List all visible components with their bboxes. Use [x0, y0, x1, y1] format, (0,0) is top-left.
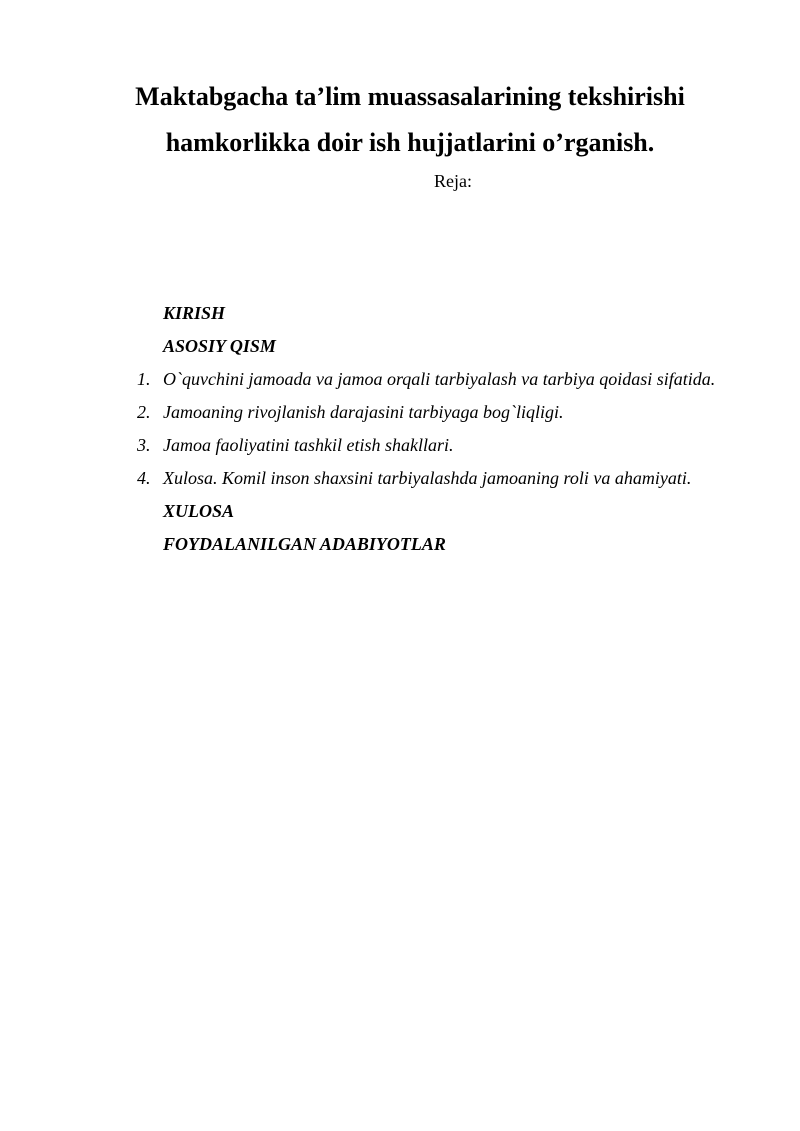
- outline-item-number: 3.: [137, 435, 151, 455]
- outline-item-number: 4.: [137, 468, 151, 488]
- outline-conclusion: XULOSA: [163, 501, 235, 521]
- document-title: [80, 74, 740, 166]
- outline-intro: KIRISH: [163, 303, 226, 323]
- outline-item-text: Xulosa. Komil inson shaxsini tarbiyalashda jamoaning roli va ahamiyati.: [163, 468, 692, 488]
- plan-outline: [137, 297, 783, 561]
- outline-references: FOYDALANILGAN ADABIYOTLAR: [163, 534, 446, 554]
- title-line-1: Maktabgacha ta’lim muassasalarining tekshirishi: [135, 82, 685, 111]
- outline-item-text: Jamoaning rivojlanish darajasini tarbiyaga bog`liqligi.: [163, 402, 564, 422]
- outline-item: [137, 396, 783, 429]
- outline-main-part: ASOSIY QISM: [163, 336, 276, 356]
- plan-label: Reja:: [434, 171, 472, 191]
- outline-item: [137, 429, 783, 462]
- outline-item-number: 1.: [137, 369, 151, 389]
- title-line-2: hamkorlikka doir ish hujjatlarini o’rganish.: [165, 128, 655, 157]
- outline-item-text: Jamoa faoliyatini tashkil etish shakllari.: [163, 435, 454, 455]
- outline-item: [137, 363, 783, 396]
- outline-item-number: 2.: [137, 402, 151, 422]
- outline-item: [137, 462, 783, 495]
- outline-item-text: O`quvchini jamoada va jamoa orqali tarbiyalash va tarbiya qoidasi sifatida.: [163, 369, 716, 389]
